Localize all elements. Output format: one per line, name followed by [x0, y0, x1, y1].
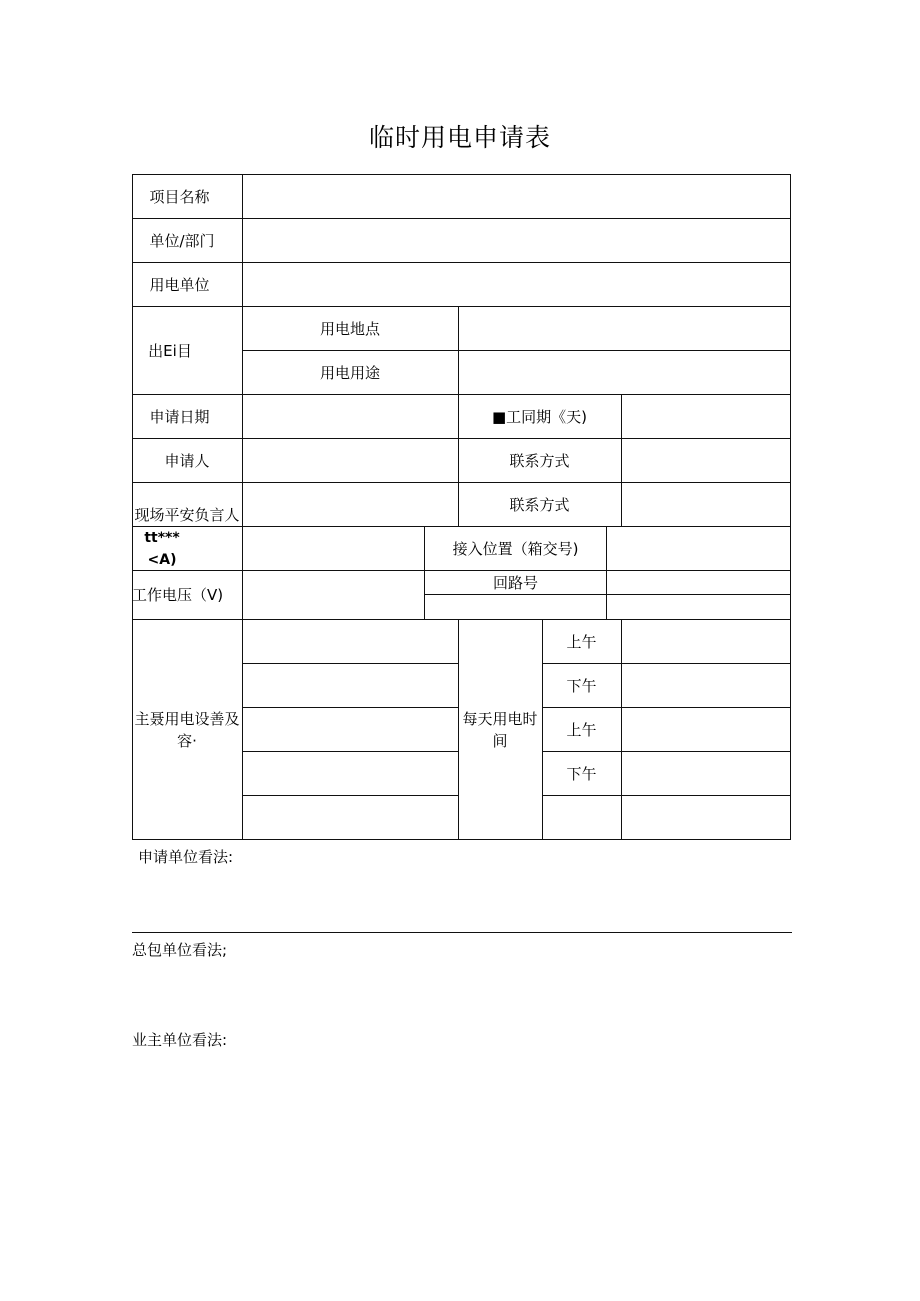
equipment-field-3[interactable]: [243, 708, 458, 751]
site-safety-label: 现场平安负言人: [134, 506, 240, 524]
owner-unit-opinion-label: 业主单位看法:: [132, 1031, 228, 1049]
voltage-field[interactable]: [243, 571, 424, 619]
power-purpose-field[interactable]: [459, 351, 790, 394]
group-label: 出Ei目: [148, 341, 192, 360]
page-title: 临时用电申请表: [368, 123, 551, 152]
equipment-field-1[interactable]: [243, 620, 458, 663]
contact-label-1: 联系方式: [509, 451, 570, 470]
apply-date-field[interactable]: [243, 395, 458, 438]
current-label: tt***<A): [144, 529, 180, 568]
pm-label-2: 下午: [566, 764, 597, 783]
power-unit-field[interactable]: [242, 263, 790, 306]
unit-dept-label: 单位/部门: [149, 231, 215, 250]
opinion-divider: [132, 932, 792, 933]
equipment-field-4[interactable]: [243, 752, 458, 795]
work-period-field[interactable]: [622, 395, 790, 438]
daily-time-label: [458, 620, 542, 839]
am-label-1: 上午: [566, 632, 597, 651]
work-period-label: ■工同期《天): [491, 407, 588, 426]
contact-label-2: 联系方式: [509, 495, 570, 514]
circuit-no-field[interactable]: [607, 571, 790, 594]
access-position-field[interactable]: [607, 527, 790, 570]
site-safety-field[interactable]: [243, 483, 458, 526]
project-name-label: 项目名称: [149, 187, 210, 206]
contact-field-1[interactable]: [622, 439, 790, 482]
general-contractor-opinion-label: 总包单位看法;: [132, 941, 228, 959]
power-location-field[interactable]: [459, 307, 790, 350]
power-unit-label: 用电单位: [149, 275, 210, 294]
power-location-label: 用电地点: [319, 319, 380, 338]
unit-dept-field[interactable]: [242, 219, 790, 262]
am-field-2[interactable]: [622, 708, 790, 751]
equipment-field-2[interactable]: [243, 664, 458, 707]
power-purpose-label: 用电用途: [319, 363, 380, 382]
apply-date-label: 申请日期: [149, 407, 210, 426]
contact-field-2[interactable]: [622, 483, 790, 526]
applicant-label: 申请人: [164, 451, 210, 470]
equipment-label-line1: 主聂用电设善及: [134, 709, 240, 728]
pm-field-1[interactable]: [622, 664, 790, 707]
daily-time-label-line2: 间: [492, 731, 508, 750]
project-name-field[interactable]: [242, 175, 790, 218]
pm-field-2[interactable]: [622, 752, 790, 795]
applicant-field[interactable]: [243, 439, 458, 482]
am-field-1[interactable]: [622, 620, 790, 663]
equipment-field-5[interactable]: [243, 796, 458, 839]
daily-time-label-line1: 每天用电时: [462, 709, 538, 728]
extra-time-field[interactable]: [622, 796, 790, 839]
pm-label-1: 下午: [566, 676, 597, 695]
access-position-label: 接入位置（箱交号): [452, 539, 579, 558]
voltage-label: 工作电压（V): [132, 586, 224, 604]
equipment-label-line2: 容·: [177, 731, 197, 750]
circuit-no-label: 回路号: [492, 573, 538, 592]
equipment-label: [132, 620, 242, 839]
applicant-unit-opinion-label: 申请单位看法:: [138, 848, 234, 866]
current-field[interactable]: [243, 527, 424, 570]
am-label-2: 上午: [566, 720, 597, 739]
